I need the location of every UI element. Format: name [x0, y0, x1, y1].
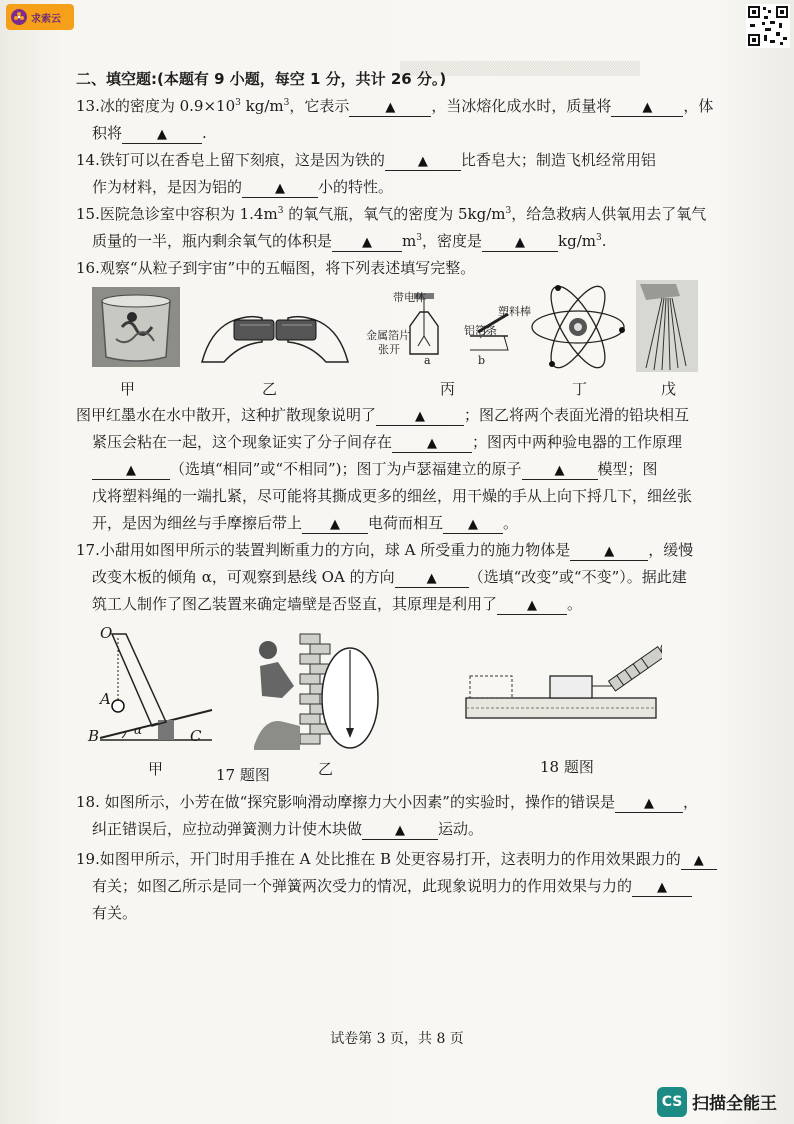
label-plastic-rod: 塑料棒 — [498, 305, 531, 318]
q16-text-3b: 模型；图 — [597, 460, 658, 478]
question-16-line-2 — [76, 429, 736, 456]
q17-text-d: （选填“改变”或“不变”）。据此建 — [468, 568, 687, 586]
blank-marker: ▲ — [642, 100, 653, 115]
question-19-cont — [76, 873, 736, 900]
blank-marker: ▲ — [126, 463, 136, 478]
label-a: a — [424, 354, 431, 367]
blank-marker: ▲ — [415, 409, 426, 424]
q15-text-c: ，给急救病人供氧用去了氧气 — [511, 205, 707, 223]
label-charged-body: 带电体 — [393, 291, 426, 304]
q13-text-d: ，当冰熔化成水时，质量将 — [431, 97, 612, 115]
q13-text-e: ，体 — [683, 97, 714, 115]
question-19 — [76, 846, 736, 873]
badge-label: 求索云 — [31, 13, 61, 25]
label-metal-foil: 金属箔片 — [366, 329, 410, 342]
q15-text-g: kg/m — [558, 232, 596, 250]
question-17-cont-2 — [76, 591, 736, 618]
answer-blank-16-2[interactable] — [392, 433, 472, 453]
question-14-cont — [76, 174, 736, 201]
q14-text-d: 小的特性。 — [318, 178, 394, 196]
caption-17-jia: 甲 — [148, 760, 164, 778]
q15-text-f: ，密度是 — [421, 232, 482, 250]
question-15 — [76, 201, 736, 228]
label-b: b — [478, 354, 486, 367]
q13-exponent: 3 — [235, 98, 241, 108]
question-14 — [76, 147, 736, 174]
caption-yi: 乙 — [262, 380, 278, 398]
qr-code-icon[interactable] — [746, 4, 790, 48]
blank-marker: ▲ — [554, 463, 565, 478]
q15-exponent: 3 — [277, 206, 284, 216]
caption-ding: 丁 — [572, 380, 588, 398]
blank-marker: ▲ — [157, 127, 168, 142]
question-16-intro: 16.观察“从粒子到宇宙”中的五幅图，将下列表述填写完整。 — [76, 259, 476, 277]
q17-text-c: 改变木板的倾角 α，可观察到悬线 OA 的方向 — [92, 568, 395, 586]
q16-text-5c: 。 — [503, 514, 519, 532]
page-footer: 试卷第 3 页，共 8 页 — [330, 1031, 464, 1047]
question-16-line-5 — [76, 510, 736, 537]
q14-text-c: 作为材料，是因为铝的 — [92, 178, 243, 196]
q15-text-e: m — [402, 232, 417, 250]
answer-blank-16-4[interactable] — [522, 460, 598, 480]
answer-blank-14-1[interactable] — [385, 151, 461, 171]
answer-blank-15-2[interactable] — [482, 232, 558, 252]
q15-text-b: 的氧气瓶，氧气的密度为 5kg/m — [283, 205, 506, 223]
question-16-line-3 — [76, 456, 736, 483]
q14-text-b: 比香皂大；制造飞机经常用铝 — [460, 151, 656, 169]
caption-17-yi: 乙 — [318, 760, 334, 778]
q16-text-1b: ；图乙将两个表面光滑的铅块相互 — [464, 406, 690, 424]
question-15-cont — [76, 228, 736, 255]
question-17-cont-1 — [76, 564, 736, 591]
question-16-line-4: 戊将塑料绳的一端扎紧，尽可能将其撕成更多的细丝，用干燥的手从上向下捋几下，细丝张 — [92, 487, 693, 505]
q17-text-a: 17.小甜用如图甲所示的装置判断重力的方向，球 A 所受重力的施力物体是 — [76, 541, 571, 559]
question-17 — [76, 537, 736, 564]
q15-exponent-3: 3 — [416, 233, 422, 243]
q16-text-5a: 开，是因为细丝与手摩擦后带上 — [92, 514, 303, 532]
label-alpha: α — [134, 723, 143, 737]
blank-marker: ▲ — [330, 517, 341, 532]
answer-blank-13-3[interactable] — [122, 124, 202, 144]
answer-blank-17-1[interactable] — [570, 541, 648, 561]
question-content — [76, 66, 736, 282]
caption-bing: 丙 — [440, 380, 456, 398]
question-13 — [76, 93, 736, 120]
caption-wu: 戊 — [661, 380, 677, 398]
answer-blank-14-2[interactable] — [242, 178, 318, 198]
q13-text-a: 13.冰的密度为 0.9×10 — [76, 97, 236, 115]
figure-wu-plastic-strings — [636, 280, 698, 372]
blank-marker: ▲ — [693, 853, 704, 868]
question-16-line-1 — [76, 402, 736, 429]
question-18-cont — [76, 816, 736, 843]
blank-marker: ▲ — [395, 823, 406, 838]
figure-ding-atom-model — [528, 280, 628, 374]
q16-text-1a: 图甲红墨水在水中散开，这种扩散现象说明了 — [76, 406, 377, 424]
camscanner-logo-icon: CS — [657, 1087, 687, 1117]
q14-text-a: 14.铁钉可以在香皂上留下刻痕，这是因为铁的 — [76, 151, 385, 169]
q16-text-2a: 紧压会粘在一起，这个现象证实了分子间存在 — [92, 433, 393, 451]
q18-text-b: ， — [682, 793, 698, 811]
question-16-17-text — [76, 402, 736, 618]
caption-jia: 甲 — [120, 380, 136, 398]
q19-text-a: 19.如图甲所示，开门时用手推在 A 处比推在 B 处更容易打开，这表明力的作用效果跟力的 — [76, 850, 681, 868]
q16-text-2b: ；图丙中两种验电器的工作原理 — [472, 433, 683, 451]
blank-marker: ▲ — [468, 517, 479, 532]
answer-blank-18-2[interactable] — [362, 820, 438, 840]
blank-marker: ▲ — [427, 436, 438, 451]
blank-marker: ▲ — [417, 154, 428, 169]
q15-exponent-2: 3 — [505, 206, 512, 216]
answer-blank-16-3[interactable] — [92, 460, 170, 480]
answer-blank-19-1[interactable] — [681, 850, 717, 870]
figure-18-friction-setup — [462, 640, 662, 728]
question-13-cont — [76, 120, 736, 147]
q15-text-d: 质量的一半，瓶内剩余氧气的体积是 — [92, 232, 333, 250]
q16-text-5b: 电荷而相互 — [368, 514, 444, 532]
question-18 — [76, 789, 736, 816]
section-heading: 二、填空题:(本题有 9 小题，每空 1 分，共计 26 分。) — [76, 70, 447, 88]
q13-text-g: . — [202, 124, 207, 142]
q17-text-f: 。 — [567, 595, 583, 613]
answer-blank-17-2[interactable] — [395, 568, 469, 588]
blank-marker: ▲ — [515, 235, 525, 250]
answer-blank-16-1[interactable] — [376, 406, 464, 426]
figure-yi-lead-blocks — [200, 292, 350, 370]
label-foil-strip: 铝箔条 — [464, 324, 497, 337]
answer-blank-16-6[interactable] — [443, 514, 503, 534]
answer-blank-18-1[interactable] — [615, 793, 683, 813]
label-O: O — [100, 624, 113, 642]
label-A: A — [100, 690, 111, 708]
blank-marker: ▲ — [275, 181, 286, 196]
q17-text-b: ，缓慢 — [648, 541, 694, 559]
figure-17-yi-plumb-line — [254, 626, 384, 758]
blank-marker: ▲ — [527, 598, 538, 613]
q15-text-h: . — [601, 232, 607, 250]
q18-text-d: 运动。 — [438, 820, 484, 838]
label-open: 张开 — [378, 343, 400, 356]
blank-marker: ▲ — [426, 571, 437, 586]
q15-text-a: 15.医院急诊室中容积为 1.4m — [76, 205, 278, 223]
q15-exponent-4: 3 — [595, 233, 602, 243]
answer-blank-13-2[interactable] — [611, 97, 683, 117]
blank-marker: ▲ — [643, 796, 654, 811]
bleed-through: ▒▒▒▒▒▒▒▒▒▒▒▒▒▒▒▒▒▒▒▒▒▒▒▒ — [400, 62, 640, 77]
app-badge[interactable] — [6, 4, 74, 30]
label-C: C — [190, 727, 202, 745]
answer-blank-15-1[interactable] — [332, 232, 402, 252]
question-18-19-text — [76, 789, 736, 927]
q13-text-f: 积将 — [92, 124, 123, 142]
q18-text-c: 纠正错误后，应拉动弹簧测力计使木块做 — [92, 820, 363, 838]
answer-blank-19-2[interactable] — [632, 877, 692, 897]
blank-marker: ▲ — [385, 100, 396, 115]
answer-blank-16-5[interactable] — [302, 514, 368, 534]
label-B: B — [88, 727, 100, 745]
blank-marker: ▲ — [657, 880, 668, 895]
camscanner-label: 扫描全能王 — [692, 1094, 777, 1114]
blank-marker: ▲ — [604, 544, 615, 559]
question-19-cont-2: 有关。 — [92, 904, 138, 922]
q16-text-3a: （选填“相同”或“不相同”)；图丁为卢瑟福建立的原子 — [170, 460, 522, 478]
q18-text-a: 18. 如图所示，小芳在做“探究影响滑动摩擦力大小因素”的实验时，操作的错误是 — [76, 793, 615, 811]
q17-text-e: 筑工人制作了图乙装置来确定墙壁是否竖直，其原理是利用了 — [92, 595, 498, 613]
flower-icon — [11, 9, 27, 25]
caption-17-figure: 17 题图 — [216, 766, 270, 784]
q19-text-b: 有关；如图乙所示是同一个弹簧两次受力的情况，此现象说明力的作用效果与力的 — [92, 877, 633, 895]
caption-18-figure: 18 题图 — [540, 758, 594, 776]
q13-exponent-2: 3 — [283, 98, 290, 108]
blank-marker: ▲ — [362, 235, 373, 250]
q13-text-b: kg/m — [240, 97, 284, 115]
q13-text-c: ，它表示 — [289, 97, 350, 115]
answer-blank-17-3[interactable] — [497, 595, 567, 615]
answer-blank-13-1[interactable] — [349, 97, 431, 117]
figure-jia-ink-diffusion — [92, 287, 180, 367]
